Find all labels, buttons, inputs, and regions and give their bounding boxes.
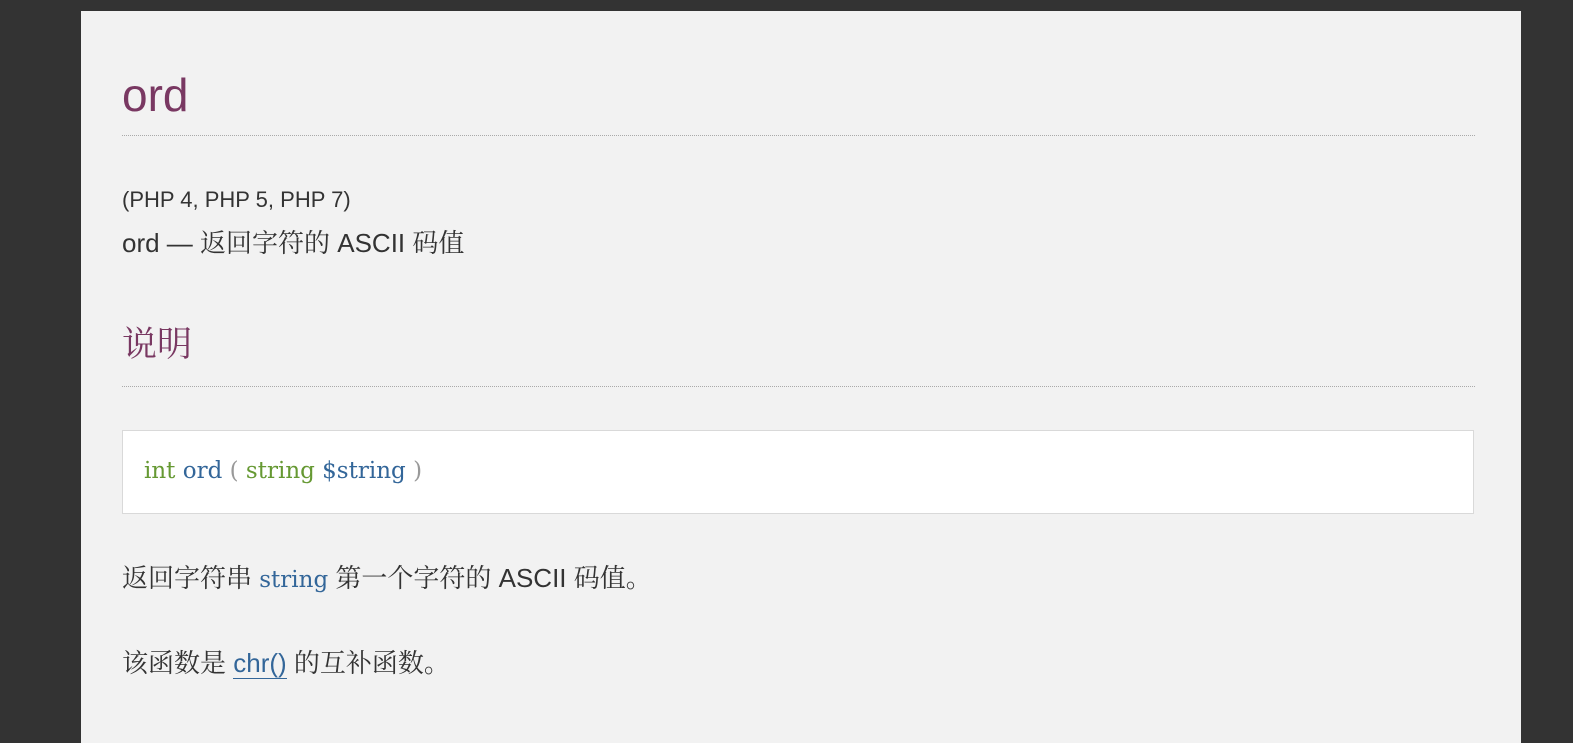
page-title: ord (122, 69, 189, 121)
chr-function-link[interactable]: chr() (233, 648, 287, 678)
description-paragraph (122, 561, 652, 597)
para2-text-before: 该函数是 (122, 648, 234, 678)
section-title-description: 说明 (122, 325, 193, 364)
open-paren: ( (229, 458, 239, 484)
param-type: string (245, 458, 315, 484)
function-purpose: ord — 返回字符的 ASCII 码值 (122, 228, 465, 258)
complement-paragraph (122, 646, 450, 680)
return-type: int (144, 458, 176, 484)
para1-text-after: 第一个字符的 ASCII 码值。 (328, 563, 652, 593)
para1-text-before: 返回字符串 (122, 563, 260, 593)
param-name: $string (322, 458, 406, 484)
para2-text-after: 的互补函数。 (286, 648, 450, 678)
method-name: ord (182, 458, 223, 484)
close-paren: ) (413, 458, 423, 484)
manual-page (81, 11, 1521, 743)
title-divider (122, 135, 1475, 136)
parameter-reference: string (259, 567, 329, 593)
section-divider (122, 386, 1475, 387)
version-info: (PHP 4, PHP 5, PHP 7) (122, 187, 351, 212)
synopsis-line (144, 455, 422, 487)
method-synopsis (122, 430, 1474, 514)
